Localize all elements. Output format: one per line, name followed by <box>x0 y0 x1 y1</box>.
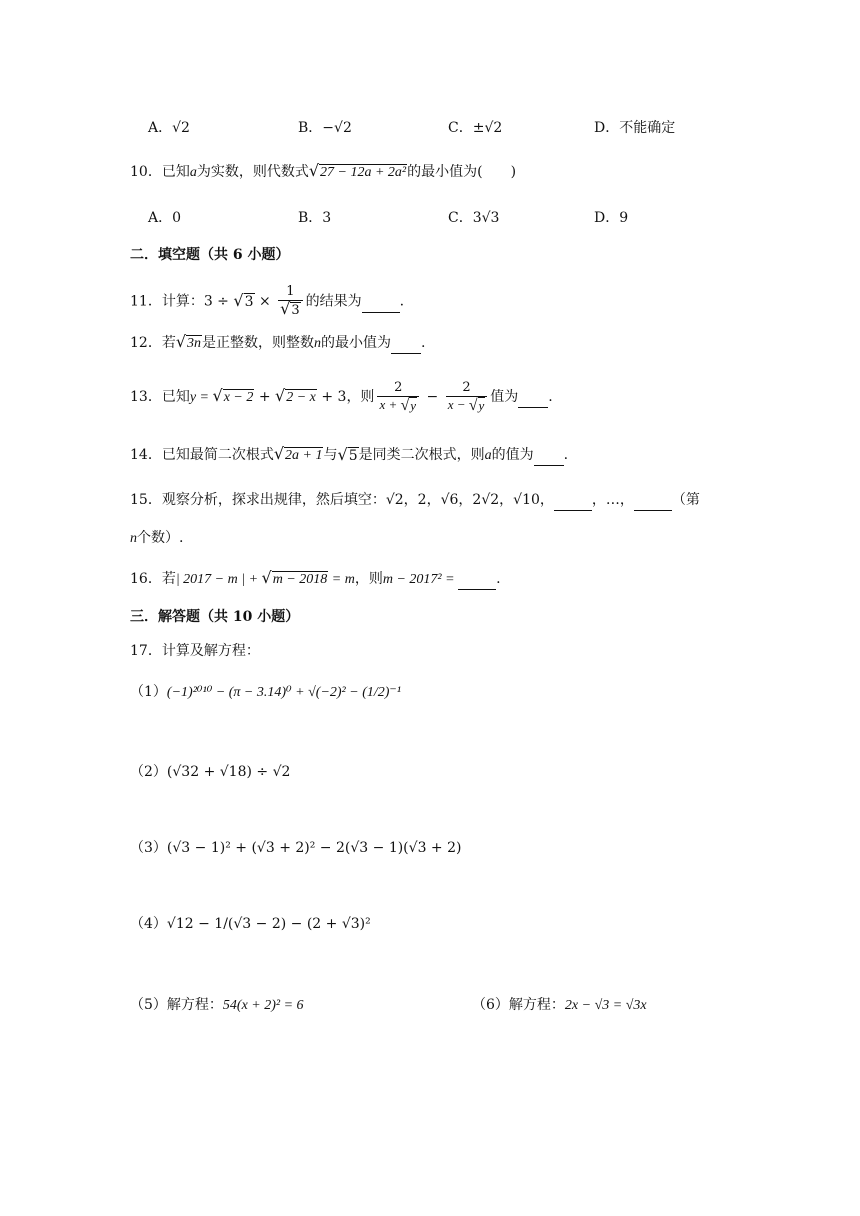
operator: + <box>254 389 276 406</box>
part-label: （6） <box>472 997 509 1013</box>
question-text: 值为 <box>490 389 519 406</box>
question-text: 已知最简二次根式 <box>161 447 274 463</box>
question-11 <box>130 284 404 319</box>
fraction <box>377 380 419 414</box>
question-15: 15．观察分析，探求出规律，然后填空：√2，2，√6，2√2，√10， ，…， （第 <box>130 490 700 511</box>
part-label: （5） <box>130 997 167 1013</box>
ellipsis: … <box>605 492 620 508</box>
operator: + 3 <box>316 389 347 406</box>
section-title-solve: 三．解答题（共 10 小题） <box>130 609 300 625</box>
numerator: 2 <box>446 380 488 397</box>
denominator: x + √y <box>379 397 417 415</box>
operator: × <box>254 293 276 310</box>
radical: √m − 2018 <box>261 568 328 587</box>
question-number: 15． <box>130 492 162 508</box>
answer-blank[interactable] <box>554 490 592 511</box>
question-text: 的最小值为( ) <box>407 164 517 180</box>
question-15-continued <box>130 528 183 549</box>
q17-part-4 <box>130 914 371 934</box>
question-text: 解方程： <box>508 997 565 1013</box>
radicand: 27 − 12a + 2a² <box>320 165 407 180</box>
radical: √x − 2 <box>212 386 254 406</box>
expression: 3 ÷ <box>203 293 234 310</box>
question-10 <box>130 161 516 183</box>
expression: y = <box>189 390 213 406</box>
period: . <box>421 335 426 351</box>
q9-option-a: A．√2 <box>148 120 190 136</box>
q10-option-d: D．9 <box>594 210 629 226</box>
question-16 <box>130 568 501 590</box>
radical: √2a + 1 <box>273 444 323 463</box>
part-label: （1） <box>130 684 167 700</box>
radicand: 2a + 1 <box>285 448 323 463</box>
variable-n: n <box>130 531 137 546</box>
q17-part-3 <box>130 838 461 858</box>
period: . <box>399 293 405 310</box>
question-text: 解方程： <box>166 997 223 1013</box>
denominator: √3 <box>280 299 300 318</box>
expression: (√3 − 1)² + (√3 + 2)² − 2(√3 − 1)(√3 + 2) <box>166 840 462 856</box>
q17-part-6 <box>472 995 647 1016</box>
variable-a: a <box>484 448 492 463</box>
question-text: 是正整数，则整数 <box>202 335 315 351</box>
radical: √3 <box>233 291 254 310</box>
expression: (√32 + √18) ÷ √2 <box>166 764 291 780</box>
radicand: y <box>478 398 485 414</box>
radicand: 2 − x <box>286 390 316 406</box>
q10-option-a: A．0 <box>148 210 182 226</box>
q17-part-2 <box>130 762 290 782</box>
q9-option-b: B．−√2 <box>298 120 352 136</box>
radical: √3n <box>175 332 202 351</box>
radicand: y <box>410 398 417 414</box>
question-text: 的值为 <box>491 447 534 463</box>
question-text: 的结果为 <box>305 293 362 310</box>
answer-blank[interactable] <box>391 333 421 354</box>
expression: √12 − 1/(√3 − 2) − (2 + √3)² <box>166 916 371 932</box>
period: . <box>563 447 569 463</box>
question-number: 10． <box>130 164 162 180</box>
radicand: 3n <box>187 336 202 351</box>
fraction <box>446 380 488 414</box>
question-text: 个数）. <box>137 530 184 546</box>
question-text: 的最小值为 <box>321 335 392 351</box>
part-label: （4） <box>130 916 167 932</box>
q9-option-c: C．±√2 <box>448 120 503 136</box>
question-text: 与 <box>323 447 338 463</box>
answer-blank[interactable] <box>534 445 564 466</box>
question-number: 13． <box>130 389 162 406</box>
answer-blank[interactable] <box>362 292 400 313</box>
question-17 <box>130 641 260 661</box>
radicand: 3 <box>291 303 300 318</box>
question-text: 计算： <box>161 293 204 310</box>
sequence-term: √2 <box>385 492 404 508</box>
variable-a: a <box>189 165 197 180</box>
sequence-term: √6 <box>440 492 459 508</box>
denominator-text: x − <box>447 397 469 412</box>
question-14 <box>130 444 568 466</box>
radical-expression: √27 − 12a + 2a² <box>308 161 407 180</box>
fraction <box>278 284 302 319</box>
question-number: 11． <box>130 293 162 310</box>
part-label: （2） <box>130 764 167 780</box>
expression: = m <box>328 572 355 587</box>
sequence-term: 2√2 <box>472 492 500 508</box>
question-12 <box>130 332 425 354</box>
question-text: 计算及解方程： <box>161 643 260 659</box>
expression: 54(x + 2)² = 6 <box>222 998 304 1013</box>
section-title-fill-in: 二．填空题（共 6 小题） <box>130 247 290 263</box>
question-text: 若 <box>161 571 176 587</box>
answer-blank[interactable] <box>518 387 548 408</box>
question-number: 17． <box>130 643 162 659</box>
radical: √5 <box>337 444 358 464</box>
question-text: ，则 <box>346 389 375 406</box>
question-13 <box>130 380 553 414</box>
radical: √2 − x <box>275 386 316 406</box>
expression: m − 2017² = <box>382 572 459 587</box>
question-text: 观察分析，探求出规律，然后填空： <box>161 492 386 508</box>
q9-option-d: D．不能确定 <box>594 120 676 136</box>
answer-blank[interactable] <box>458 569 496 590</box>
expression: | 2017 − m | + <box>175 572 262 587</box>
question-number: 16． <box>130 571 162 587</box>
question-text: 为实数，则代数式 <box>196 164 309 180</box>
radicand: x − 2 <box>223 390 254 406</box>
part-label: （3） <box>130 840 167 856</box>
question-number: 14． <box>130 447 162 463</box>
sequence-term: √10 <box>513 492 540 508</box>
numerator: 2 <box>377 380 419 397</box>
question-text: ，则 <box>354 571 383 587</box>
q17-part-5 <box>130 995 304 1016</box>
radicand: 3 <box>244 294 254 310</box>
answer-blank[interactable] <box>634 490 672 511</box>
variable-n: n <box>314 336 322 351</box>
period: . <box>496 571 501 587</box>
numerator: 1 <box>278 284 302 301</box>
question-number: 12． <box>130 335 162 351</box>
q17-part-1 <box>130 682 401 703</box>
denominator: x − √y <box>447 397 485 415</box>
expression: (−1)²⁰¹⁰ − (π − 3.14)⁰ + √(−2)² − (1/2)⁻¹ <box>166 685 402 700</box>
denominator-text: x + <box>379 397 401 412</box>
question-text: 若 <box>161 335 176 351</box>
radicand: 5 <box>348 447 358 464</box>
question-text: 已知 <box>161 389 190 406</box>
operator: − <box>422 389 443 406</box>
sequence-term: 2 <box>417 492 427 508</box>
question-text: 是同类二次根式，则 <box>358 447 485 463</box>
q10-option-b: B．3 <box>298 210 332 226</box>
period: . <box>548 389 553 406</box>
expression: 2x − √3 = √3x <box>564 998 647 1013</box>
radicand: m − 2018 <box>272 572 328 587</box>
question-text: （第 <box>671 492 700 508</box>
q10-option-c: C．3√3 <box>448 210 500 226</box>
question-text: 已知 <box>161 164 190 180</box>
